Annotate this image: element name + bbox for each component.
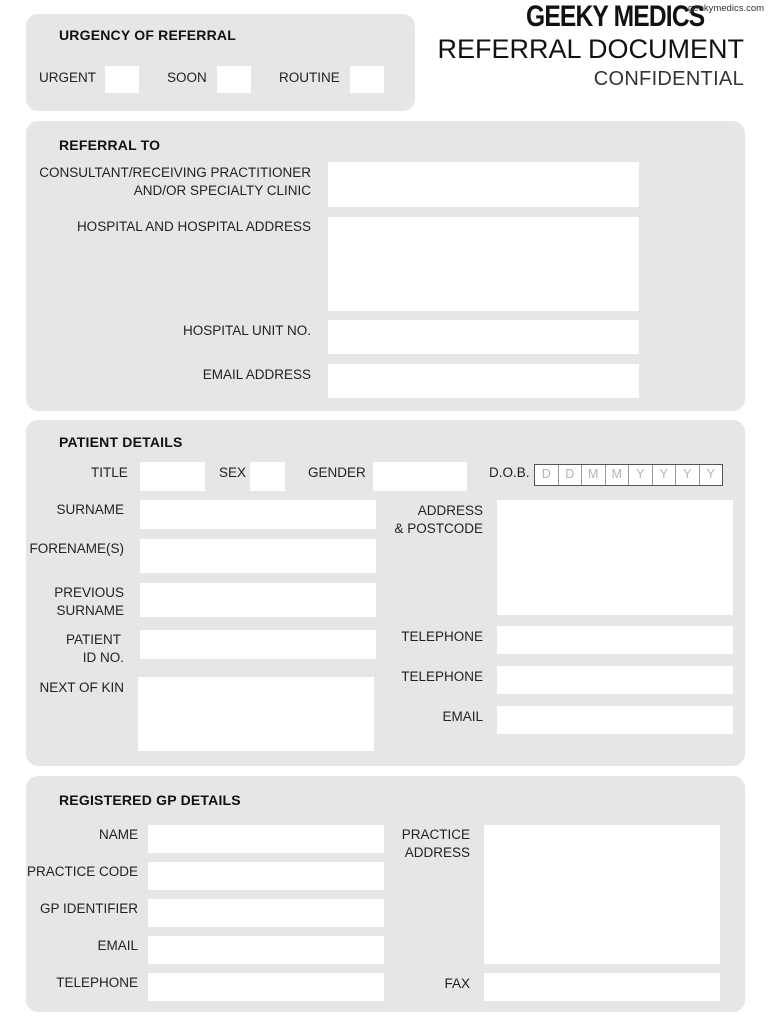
routine-label: ROUTINE: [279, 70, 340, 85]
patient-id-label-line1: PATIENT: [65, 632, 121, 647]
dob-year-digit-2: Y: [653, 465, 677, 485]
brand-logo-text: GEEKY MEDICS: [526, 0, 705, 33]
gp-email-field[interactable]: [148, 936, 384, 964]
dob-day-digit-2: D: [559, 465, 583, 485]
title-field[interactable]: [140, 462, 205, 491]
practice-code-label: PRACTICE CODE: [26, 864, 138, 879]
gp-telephone-field[interactable]: [148, 973, 384, 1001]
gp-name-label: NAME: [98, 827, 138, 842]
urgent-label: URGENT: [39, 70, 96, 85]
practice-address-field[interactable]: [484, 825, 720, 964]
referral-to-title: REFERRAL TO: [59, 137, 161, 153]
telephone2-label: TELEPHONE: [401, 669, 483, 684]
patient-details-title: PATIENT DETAILS: [59, 434, 183, 450]
gender-field[interactable]: [373, 462, 467, 491]
next-of-kin-label: NEXT OF KIN: [39, 680, 124, 695]
address-label-line1: ADDRESS: [417, 503, 483, 518]
practice-address-label-line2: ADDRESS: [404, 845, 470, 860]
address-label-line2: & POSTCODE: [394, 521, 483, 536]
telephone1-field[interactable]: [497, 626, 733, 654]
previous-surname-label-line1: PREVIOUS: [54, 585, 124, 600]
telephone2-field[interactable]: [497, 666, 733, 694]
sex-field[interactable]: [250, 462, 285, 491]
referral-email-field[interactable]: [328, 364, 639, 398]
consultant-label-line2: AND/OR SPECIALTY CLINIC: [133, 183, 311, 198]
patient-email-field[interactable]: [497, 706, 733, 734]
website-text: geekymedics.com: [688, 3, 765, 14]
fax-label: FAX: [444, 976, 470, 991]
gp-name-field[interactable]: [148, 825, 384, 853]
urgent-checkbox[interactable]: [105, 66, 139, 93]
previous-surname-label-line2: SURNAME: [56, 603, 124, 618]
sex-label: SEX: [219, 465, 247, 480]
dob-label: D.O.B.: [489, 465, 530, 480]
patient-email-label: EMAIL: [442, 709, 483, 724]
soon-checkbox[interactable]: [217, 66, 251, 93]
gp-email-label: EMAIL: [97, 938, 138, 953]
patient-address-field[interactable]: [497, 500, 733, 615]
dob-month-digit-2: M: [606, 465, 630, 485]
practice-code-field[interactable]: [148, 862, 384, 890]
gp-details-title: REGISTERED GP DETAILS: [59, 792, 241, 808]
confidential-label: CONFIDENTIAL: [593, 68, 744, 90]
soon-label: SOON: [167, 70, 207, 85]
practice-address-label-line1: PRACTICE: [401, 827, 470, 842]
previous-surname-field[interactable]: [140, 583, 376, 617]
surname-field[interactable]: [140, 500, 376, 529]
dob-field[interactable]: [534, 464, 723, 486]
urgency-title: URGENCY OF REFERRAL: [59, 27, 236, 43]
hospital-address-field[interactable]: [328, 217, 639, 311]
dob-year-digit-4: Y: [706, 467, 715, 481]
consultant-field[interactable]: [328, 162, 639, 207]
forenames-label: FORENAME(S): [29, 541, 124, 556]
title-label: TITLE: [91, 465, 128, 480]
surname-label: SURNAME: [56, 502, 124, 517]
patient-id-label-line2: ID NO.: [82, 650, 124, 665]
hospital-unit-field[interactable]: [328, 320, 639, 354]
next-of-kin-field[interactable]: [138, 677, 374, 751]
consultant-label-line1: CONSULTANT/RECEIVING PRACTITIONER: [39, 165, 311, 180]
gp-identifier-label: GP IDENTIFIER: [39, 901, 138, 916]
gp-identifier-field[interactable]: [148, 899, 384, 927]
document-title: REFERRAL DOCUMENT: [437, 34, 744, 64]
dob-day-digit-1: D: [535, 465, 559, 485]
dob-year-digit-3: Y: [676, 465, 700, 485]
referral-email-label: EMAIL ADDRESS: [202, 367, 311, 382]
fax-field[interactable]: [484, 973, 720, 1001]
hospital-unit-label: HOSPITAL UNIT NO.: [182, 323, 311, 338]
gp-telephone-label: TELEPHONE: [56, 975, 138, 990]
patient-id-field[interactable]: [140, 630, 376, 659]
forenames-field[interactable]: [140, 539, 376, 573]
gender-label: GENDER: [308, 465, 366, 480]
routine-checkbox[interactable]: [350, 66, 384, 93]
telephone1-label: TELEPHONE: [401, 629, 483, 644]
dob-year-digit-1: Y: [629, 465, 653, 485]
hospital-address-label: HOSPITAL AND HOSPITAL ADDRESS: [76, 219, 311, 234]
dob-month-digit-1: M: [582, 465, 606, 485]
